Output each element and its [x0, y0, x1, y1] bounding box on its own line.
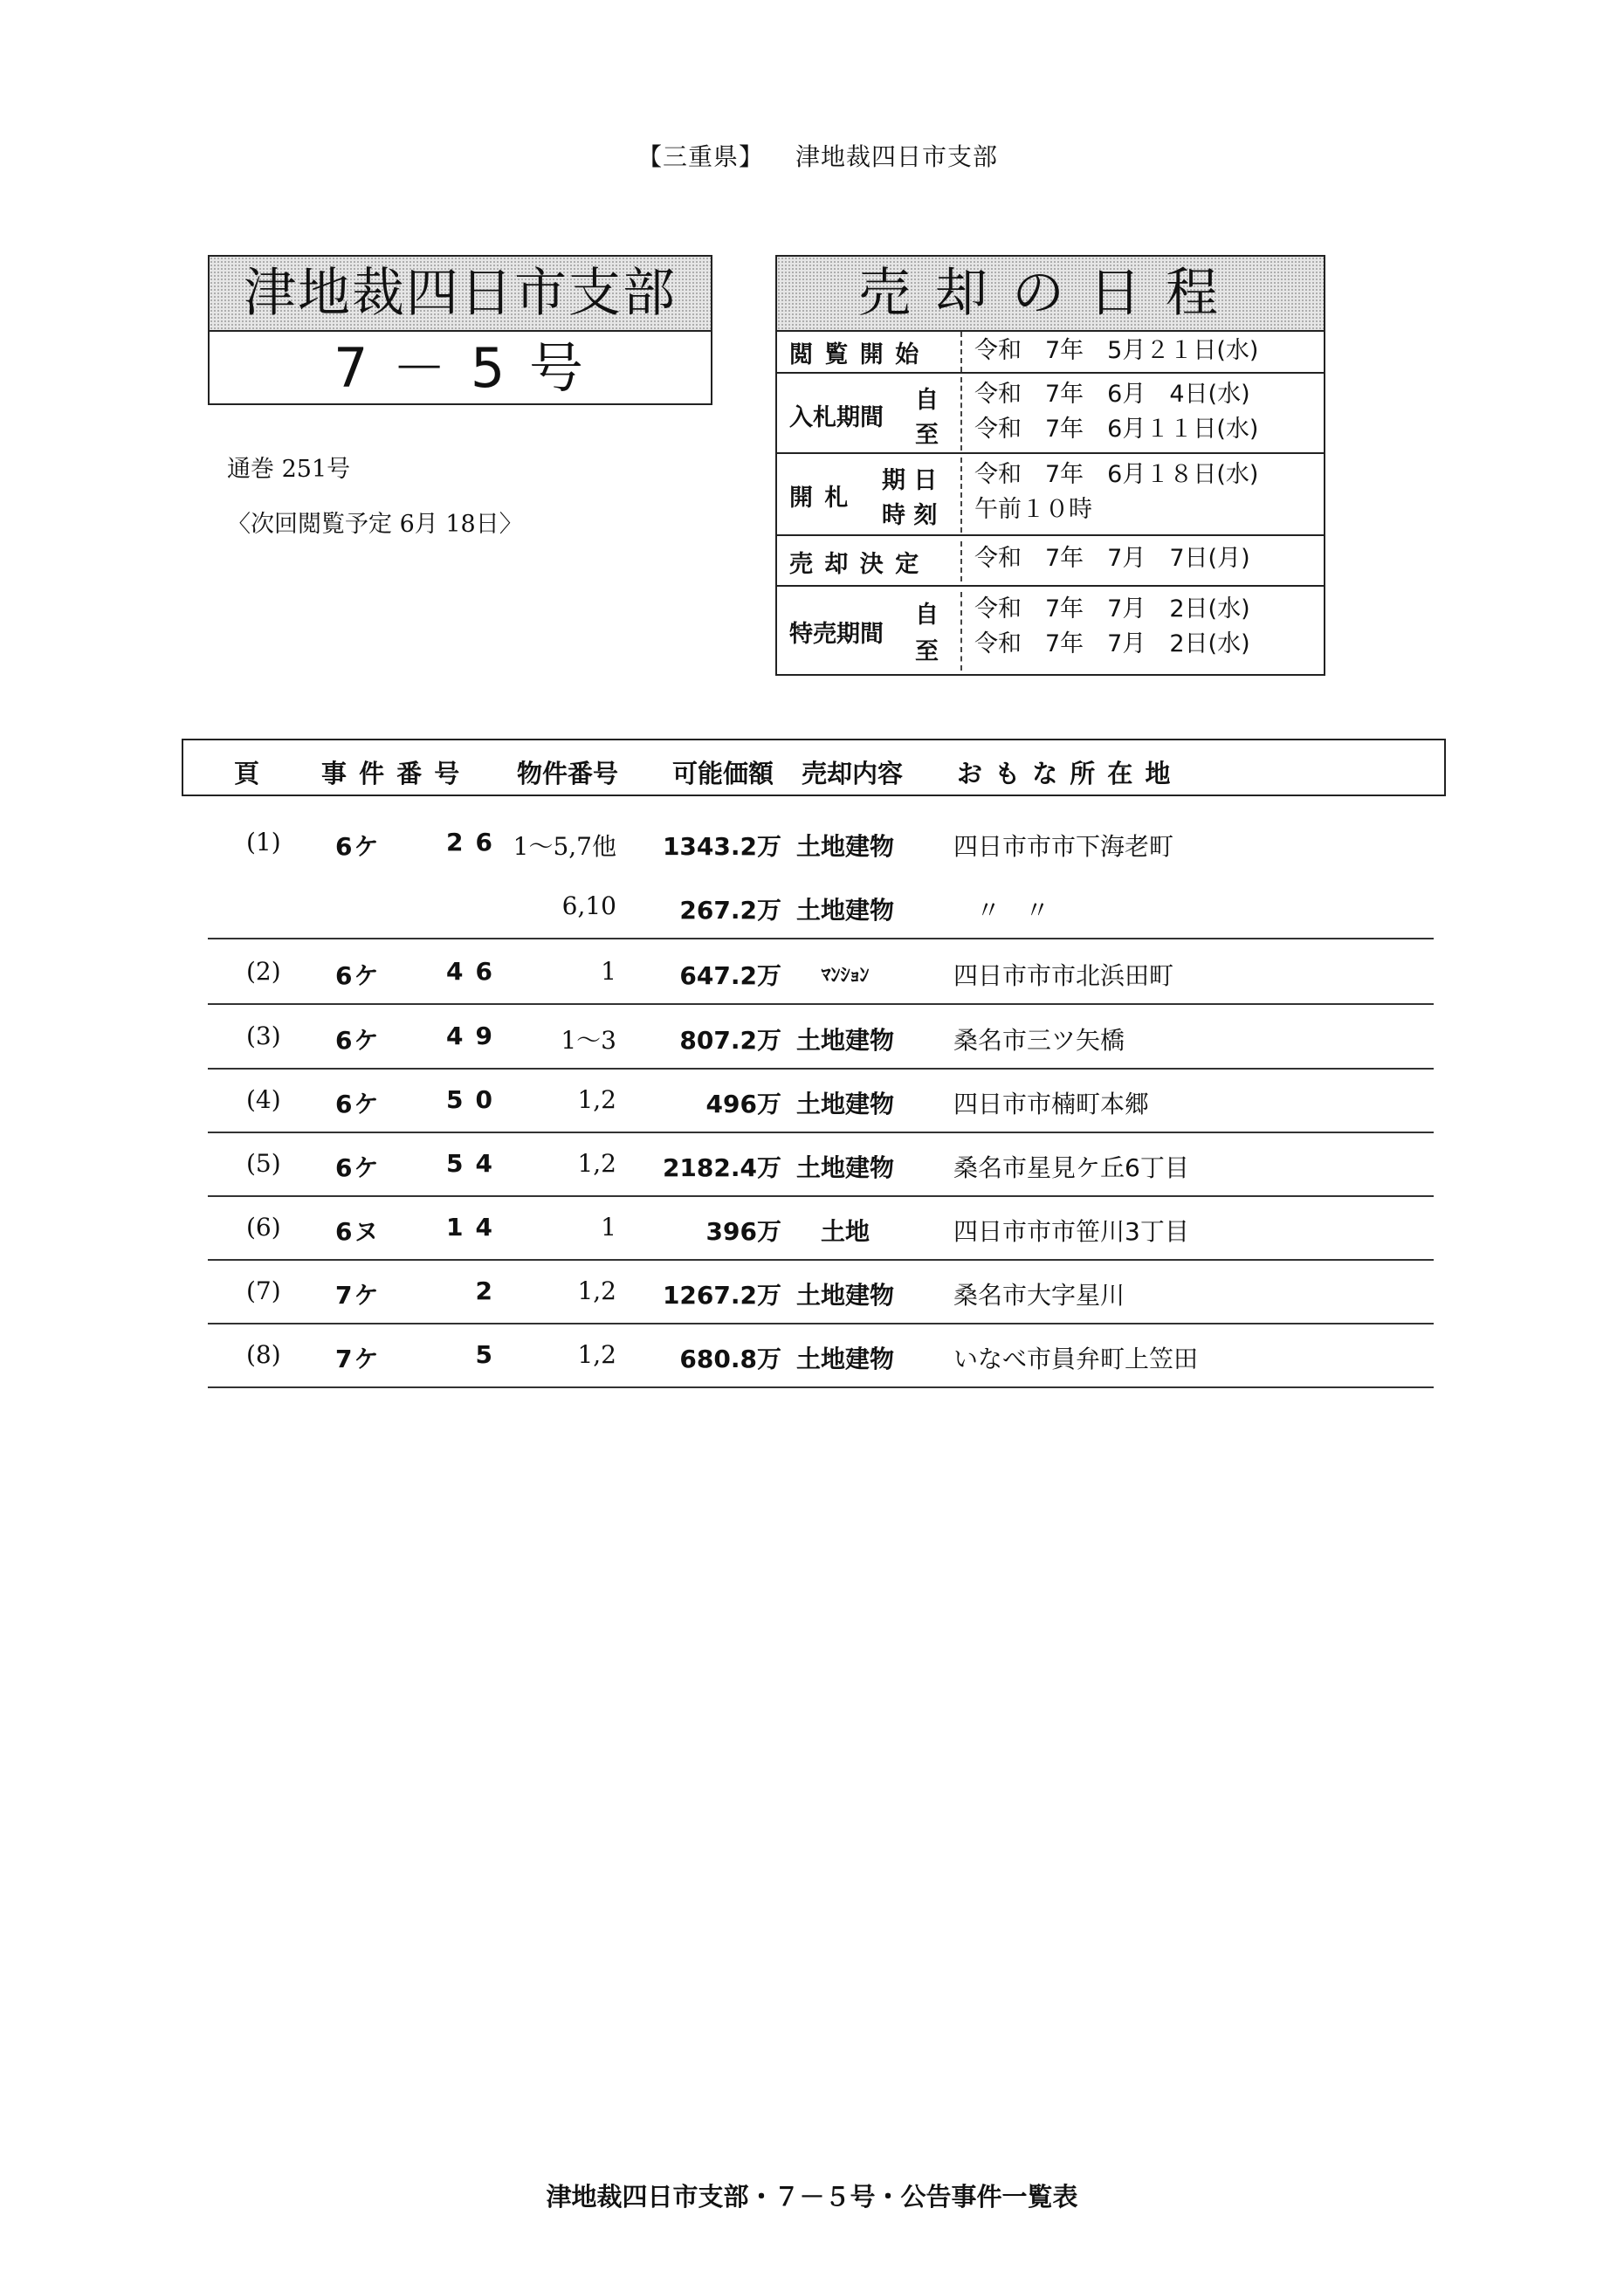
case-row: [208, 1259, 1434, 1324]
schedule-sub-from: 自: [915, 602, 939, 629]
row-location: 桑名市三ツ矢橋: [953, 1026, 1125, 1055]
schedule-values: [960, 332, 1324, 372]
row-location: 桑名市星見ケ丘6丁目: [953, 1153, 1189, 1182]
case-row: [208, 1068, 1434, 1133]
court-name-title: 津地裁四日市支部: [210, 257, 711, 332]
row-property: 1,2: [577, 1276, 616, 1305]
title-box: [208, 255, 712, 405]
row-content: 土地建物: [795, 896, 894, 925]
row-location: 桑名市大字星川: [953, 1281, 1125, 1310]
row-page: (7): [246, 1276, 281, 1305]
schedule-row-decision: [777, 534, 1324, 585]
row-number: 2: [475, 1276, 505, 1305]
row-number: 49: [446, 1022, 505, 1050]
schedule-value: 令和 7年 6月１１日(水): [974, 416, 1259, 443]
page-header: [637, 138, 998, 173]
row-location: 四日市市市笹川3丁目: [953, 1217, 1189, 1246]
schedule-sub-time: 時 刻: [882, 502, 938, 529]
issue-number: 7 － 5 号: [333, 336, 588, 400]
case-row: [208, 810, 1434, 874]
schedule-row-viewing: [777, 332, 1324, 372]
case-row: [208, 1132, 1434, 1197]
row-case: 7ケ: [335, 1281, 381, 1310]
case-row: [208, 939, 1434, 1005]
header-location: お も な 所 在 地: [957, 759, 1173, 788]
schedule-value: 令和 7年 7月 2日(水): [974, 595, 1250, 623]
schedule-value: 令和 7年 7月 2日(水): [974, 630, 1250, 657]
row-content: 土地建物: [795, 1345, 894, 1373]
row-page: (6): [246, 1213, 281, 1242]
row-content: 土地建物: [795, 1281, 894, 1310]
row-case: 6ケ: [335, 961, 381, 990]
row-case: 7ケ: [335, 1345, 381, 1373]
row-number: 54: [446, 1149, 505, 1178]
row-location: 四日市市市北浜田町: [953, 961, 1174, 990]
row-page: (2): [246, 957, 281, 986]
row-price: 680.8万: [679, 1345, 781, 1373]
case-row: [208, 1323, 1434, 1388]
row-page: (1): [246, 828, 281, 857]
row-number: 14: [446, 1213, 505, 1242]
row-page: (3): [246, 1022, 281, 1050]
header-possible-price: 可能価額: [672, 759, 774, 788]
schedule-title: 売却の日程: [777, 257, 1324, 332]
row-price: 267.2万: [679, 896, 781, 925]
row-price: 1267.2万: [662, 1281, 781, 1310]
row-price: 1343.2万: [662, 832, 781, 861]
row-content: 土地: [820, 1217, 870, 1246]
prefecture-label: 【三重県】: [637, 142, 765, 171]
row-price: 496万: [705, 1090, 781, 1118]
row-location: 四日市市市下海老町: [953, 832, 1174, 861]
schedule-values: [960, 377, 1324, 451]
court-label: 津地裁四日市支部: [795, 142, 999, 171]
row-location: いなべ市員弁町上笠田: [953, 1345, 1199, 1373]
row-content: 土地建物: [795, 832, 894, 861]
schedule-row-bidding: [777, 372, 1324, 452]
schedule-label: 売 却 決 定: [789, 551, 921, 578]
case-row: [208, 874, 1434, 939]
row-content: 土地建物: [795, 1153, 894, 1182]
schedule-sub-date: 期 日: [882, 467, 938, 494]
schedule-value: 令和 7年 6月１８日(水): [974, 461, 1259, 488]
header-page: 頁: [234, 759, 260, 788]
schedule-row-special-sale: [777, 585, 1324, 674]
row-page: (5): [246, 1149, 281, 1178]
row-location: 〃 〃: [976, 896, 1050, 925]
schedule-value: 令和 7年 7月 7日(月): [974, 545, 1250, 572]
row-location: 四日市市楠町本郷: [953, 1090, 1150, 1118]
row-case: 6ケ: [335, 832, 381, 861]
case-list-header: [182, 739, 1446, 796]
row-case: 6ケ: [335, 1153, 381, 1182]
row-page: (4): [246, 1085, 281, 1114]
schedule-sub-from: 自: [915, 387, 939, 414]
schedule-label: 特売期間: [789, 621, 884, 648]
row-price: 807.2万: [679, 1026, 781, 1055]
schedule-label: 入札期間: [789, 404, 884, 431]
schedule-values: [960, 592, 1324, 671]
row-case: 6ヌ: [335, 1217, 381, 1246]
schedule-values: [960, 541, 1324, 581]
row-property: 6,10: [561, 891, 616, 920]
page-footer: 津地裁四日市支部・７－５号・公告事件一覧表: [546, 2182, 1078, 2212]
header-sale-content: 売却内容: [802, 759, 904, 788]
row-property: 1: [601, 957, 616, 986]
schedule-row-opening: [777, 452, 1324, 534]
row-case: 6ケ: [335, 1026, 381, 1055]
case-row: [208, 1004, 1434, 1070]
row-number: 5: [475, 1340, 505, 1369]
row-number: 46: [446, 957, 505, 986]
row-number: 26: [446, 828, 505, 857]
case-row: [208, 1195, 1434, 1261]
schedule-value: 令和 7年 6月 4日(水): [974, 381, 1250, 408]
row-content: 土地建物: [795, 1090, 894, 1118]
row-case: 6ケ: [335, 1090, 381, 1118]
schedule-sub-to: 至: [915, 638, 939, 665]
row-page: (8): [246, 1340, 281, 1369]
row-content: 土地建物: [795, 1026, 894, 1055]
row-price: 2182.4万: [662, 1153, 781, 1182]
schedule-values: [960, 458, 1324, 533]
schedule-value: 午前１０時: [974, 496, 1092, 523]
header-case-number: 事 件 番 号: [321, 759, 462, 788]
schedule-label: 開 札: [789, 485, 850, 512]
row-property: 1～3: [561, 1026, 616, 1055]
row-price: 396万: [705, 1217, 781, 1246]
volume-number: 通巻 251号: [227, 456, 351, 483]
row-property: 1,2: [577, 1085, 616, 1114]
row-number: 50: [446, 1085, 505, 1114]
row-property: 1,2: [577, 1340, 616, 1369]
row-property: 1～5,7他: [513, 832, 616, 861]
schedule-value: 令和 7年 5月２１日(水): [974, 337, 1259, 364]
row-content: ﾏﾝｼｮﾝ: [821, 965, 870, 987]
row-price: 647.2万: [679, 961, 781, 990]
next-view-date: 〈次回閲覧予定 6月 18日〉: [227, 511, 523, 538]
schedule-sub-to: 至: [915, 422, 939, 449]
header-property-number: 物件番号: [517, 759, 619, 788]
row-property: 1,2: [577, 1149, 616, 1178]
schedule-label: 閲 覧 開 始: [789, 341, 921, 368]
row-property: 1: [601, 1213, 616, 1242]
sale-schedule-box: [775, 255, 1325, 676]
